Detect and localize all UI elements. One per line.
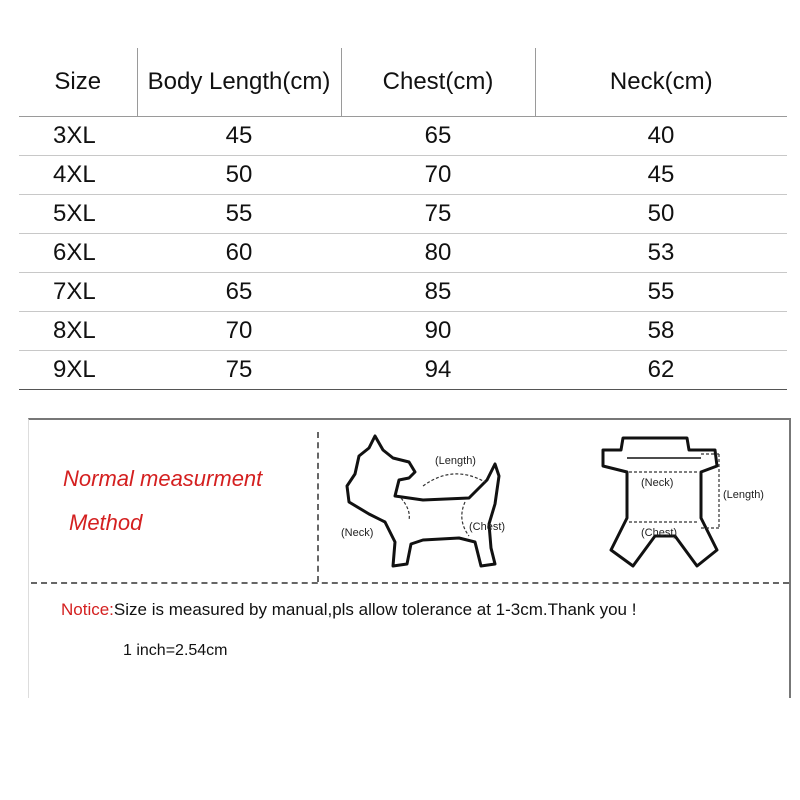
table-row [19, 234, 787, 273]
method-title-line2: Method [69, 510, 143, 535]
neck-measure-line [401, 498, 409, 520]
cell-body-length: 65 [137, 273, 341, 312]
length-measure-line [423, 474, 485, 486]
table-row [19, 195, 787, 234]
garment-measurement-diagram [589, 424, 789, 584]
cell-size: 4XL [19, 156, 137, 195]
cell-size: 7XL [19, 273, 137, 312]
cell-chest: 70 [341, 156, 535, 195]
cell-chest: 80 [341, 234, 535, 273]
table-row [19, 273, 787, 312]
cell-neck: 58 [535, 312, 787, 351]
cell-body-length: 50 [137, 156, 341, 195]
table-row [19, 312, 787, 351]
dog-chest-label: (Chest) [469, 521, 506, 533]
header-chest: Chest(cm) [341, 48, 535, 117]
cell-body-length: 45 [137, 117, 341, 156]
table-row [19, 117, 787, 156]
method-title-line1: Normal measurment [63, 466, 263, 491]
cell-neck: 40 [535, 117, 787, 156]
cell-neck: 50 [535, 195, 787, 234]
cell-neck: 45 [535, 156, 787, 195]
horizontal-divider [31, 582, 789, 584]
dog-measurement-diagram [319, 424, 559, 584]
cell-body-length: 75 [137, 351, 341, 390]
cell-neck: 62 [535, 351, 787, 390]
cell-size: 3XL [19, 117, 137, 156]
header-body-length: Body Length(cm) [137, 48, 341, 117]
garment-outline-icon [603, 438, 717, 566]
cell-chest: 85 [341, 273, 535, 312]
dog-neck-label: (Neck) [341, 527, 374, 539]
size-chart-table [19, 48, 787, 390]
chest-measure-line [462, 502, 469, 536]
cell-body-length: 60 [137, 234, 341, 273]
cell-size: 6XL [19, 234, 137, 273]
cell-neck: 53 [535, 234, 787, 273]
garment-length-label: (Length) [723, 489, 764, 501]
garment-neck-label: (Neck) [641, 477, 674, 489]
table-header-row [19, 48, 787, 117]
garment-chest-label: (Chest) [641, 527, 678, 539]
cell-chest: 75 [341, 195, 535, 234]
cell-chest: 94 [341, 351, 535, 390]
measurement-panel [28, 418, 791, 698]
dog-length-label: (Length) [435, 455, 476, 467]
dog-silhouette-icon [347, 436, 499, 566]
notice-label: Notice: [61, 600, 114, 619]
cell-chest: 65 [341, 117, 535, 156]
cell-size: 5XL [19, 195, 137, 234]
cell-body-length: 70 [137, 312, 341, 351]
cell-neck: 55 [535, 273, 787, 312]
table-row [19, 351, 787, 390]
header-size: Size [19, 48, 137, 117]
notice-message: Size is measured by manual,pls allow tolerance at 1-3cm.Thank you ! [113, 600, 637, 619]
notice-text [61, 600, 636, 620]
cell-size: 9XL [19, 351, 137, 390]
cell-chest: 90 [341, 312, 535, 351]
cell-size: 8XL [19, 312, 137, 351]
cell-body-length: 55 [137, 195, 341, 234]
header-neck: Neck(cm) [535, 48, 787, 117]
inch-conversion-note: 1 inch=2.54cm [123, 642, 228, 659]
table-row [19, 156, 787, 195]
